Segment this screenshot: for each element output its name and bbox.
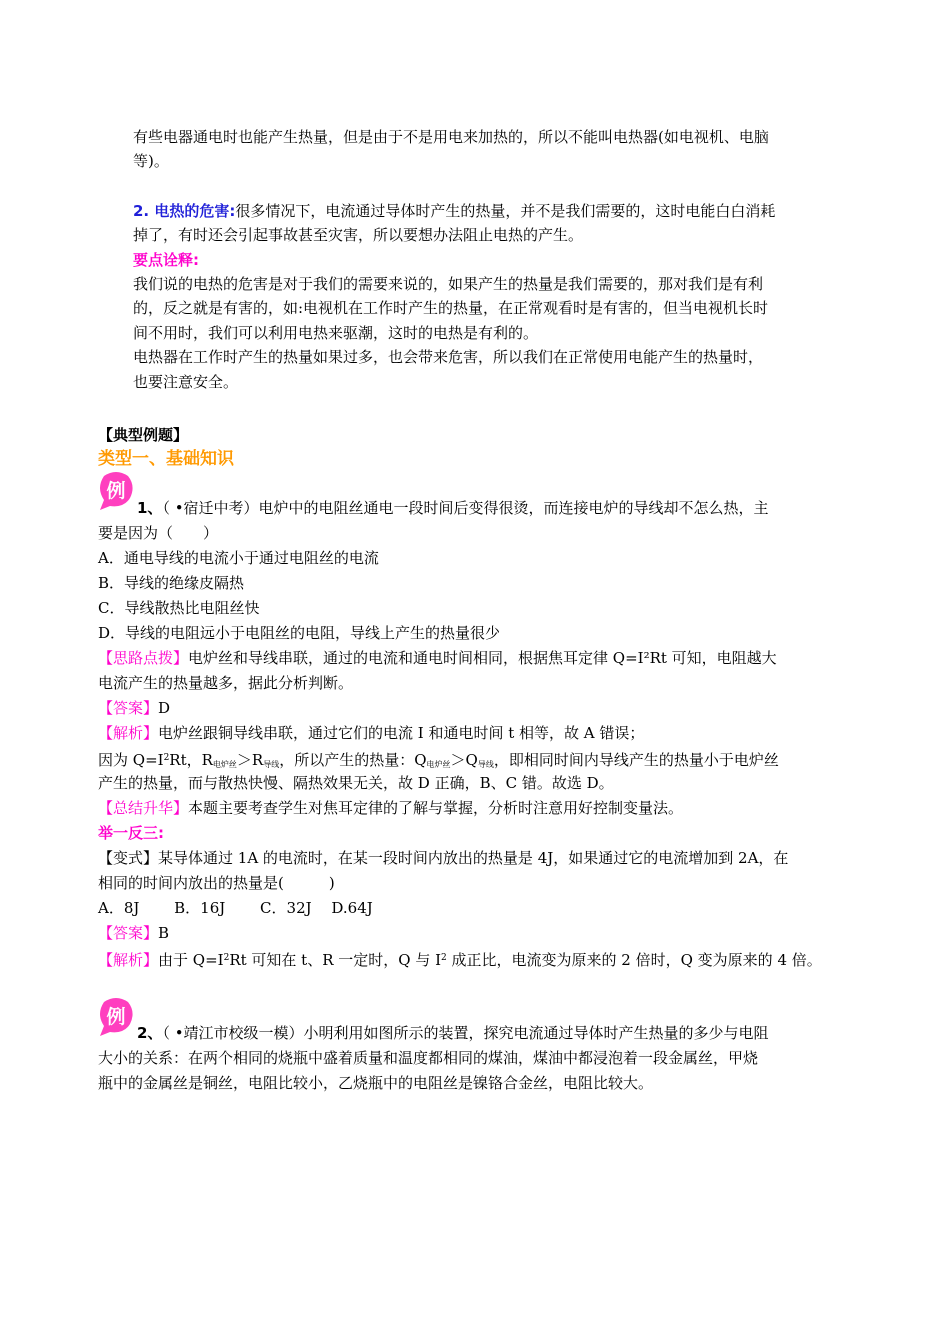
- question-text: （ •靖江市校级一模）小明利用如图所示的装置，探究电流通过导体时产生热量的多少与电阻: [162, 1024, 769, 1042]
- paragraph-line: 我们说的电热的危害是对于我们的需要来说的，如果产生的热量是我们需要的，那对我们是有利: [133, 275, 764, 293]
- analysis-text: 电炉丝跟铜导线串联，通过它们的电流 I 和通电时间 t 相等，故 A 错误；: [158, 724, 645, 742]
- answer-label: 【答案】: [98, 699, 159, 717]
- example-badge-icon: [96, 470, 136, 510]
- example-number: 1、: [137, 499, 163, 517]
- example-question: [137, 497, 769, 519]
- examples-heading: 【典型例题】: [98, 426, 189, 444]
- paragraph-line: 间不用时，我们可以利用电热来驱潮，这时的电热是有利的。: [133, 324, 539, 342]
- type-heading: 类型一、基础知识: [98, 449, 234, 469]
- paragraph-line: 电热器在工作时产生的热量如果过多，也会带来危害，所以我们在正常使用电能产生的热量时，: [133, 348, 764, 366]
- answer-value: D: [158, 699, 171, 717]
- badge-char: 例: [106, 1006, 126, 1028]
- example-badge-icon: [96, 996, 136, 1036]
- keypoint-heading: 要点诠释:: [133, 251, 199, 269]
- summary-text: 本题主要考查学生对焦耳定律的了解与掌握，分析时注意用好控制变量法。: [188, 799, 684, 817]
- analysis-paragraph: 【解析】由于 $Q=I^2Rt$ 可知在 t、R 一定时，Q 与 $I^2$ 成正比，电流变为原来的 2 倍时，Q 变为原来的 4 倍。: [98, 951, 822, 969]
- badge-char: 例: [106, 480, 126, 502]
- summary-label: 【总结升华】: [98, 799, 189, 817]
- paragraph-line: 电流产生的热量越多，据此分析判断。: [98, 674, 354, 692]
- paragraph-line: 有些电器通电时也能产生热量，但是由于不是用电来加热的，所以不能叫电热器(如电视机、电脑: [133, 128, 769, 146]
- practice-heading: 举一反三:: [98, 824, 164, 842]
- summary-paragraph: [98, 797, 683, 819]
- hint-paragraph: [98, 647, 777, 669]
- question-text: 某导体通过 1A 的电流时，在某一段时间内放出的热量是 4J，如果通过它的电流增加到 2A，在: [158, 849, 789, 867]
- paragraph-line: 大小的关系：在两个相同的烧瓶中盛着质量和温度都相同的煤油，煤油中都浸泡着一段金属丝，甲烧: [98, 1049, 759, 1067]
- example-number: 2、: [137, 1024, 163, 1042]
- answer-value: B: [158, 924, 170, 942]
- paragraph-line: 产生的热量，而与散热快慢、隔热效果无关，故 D 正确，B、C 错。故选 D。: [98, 774, 614, 792]
- paragraph-line: 也要注意安全。: [133, 373, 239, 391]
- example-question: [137, 1022, 769, 1044]
- hazard-text: 很多情况下，电流通过导体时产生的热量，并不是我们需要的，这时电能白白消耗: [235, 202, 776, 220]
- answer-line: [98, 697, 170, 719]
- option-d: D．导线的电阻远小于电阻丝的电阻，导线上产生的热量很少: [98, 624, 501, 642]
- analysis-label: 【解析】: [98, 724, 159, 742]
- paragraph-line: 的，反之就是有害的，如:电视机在工作时产生的热量，在正常观看时是有害的，但当电视机长时: [133, 299, 769, 317]
- hint-label: 【思路点拨】: [98, 649, 189, 667]
- analysis-formula-line: 因为 $Q=I^2Rt$，$R_{电炉丝}>R_{导线}$，所以产生的热量：$Q_{电炉丝}>Q_{导线}$，即相同时间内导线产生的热量小于电炉丝: [98, 751, 779, 769]
- option-a: A．通电导线的电流小于通过电阻丝的电流: [98, 549, 379, 567]
- answer-label: 【答案】: [98, 924, 159, 942]
- option-b: B．导线的绝缘皮隔热: [98, 574, 245, 592]
- analysis-label: 【解析】: [98, 951, 159, 969]
- paragraph-line: 瓶中的金属丝是铜丝，电阻比较小，乙烧瓶中的电阻丝是镍铬合金丝，电阻比较大。: [98, 1074, 654, 1092]
- hint-text: 电炉丝和导线串联，通过的电流和通电时间相同，根据焦耳定律 Q=I²Rt 可知，电阻越大: [188, 649, 777, 667]
- paragraph-line: 掉了，有时还会引起事故甚至灾害，所以要想办法阻止电热的产生。: [133, 226, 584, 244]
- paragraph-line: 要是因为（ ）: [98, 524, 219, 542]
- practice-question: [98, 847, 788, 869]
- variant-label: 【变式】: [98, 849, 159, 867]
- option-c: C．导线散热比电阻丝快: [98, 599, 260, 617]
- answer-line: [98, 922, 169, 944]
- practice-options: A．8J B．16J C．32J D.64J: [98, 899, 373, 917]
- paragraph-line: 相同的时间内放出的热量是( ): [98, 874, 335, 892]
- paragraph-line: 等)。: [133, 152, 169, 170]
- section-title: 2. 电热的危害:: [133, 202, 236, 220]
- hazard-paragraph: [133, 200, 775, 222]
- analysis-paragraph: [98, 722, 644, 744]
- question-text: （ •宿迁中考）电炉中的电阻丝通电一段时间后变得很烫，而连接电炉的导线却不怎么热，主: [162, 499, 769, 517]
